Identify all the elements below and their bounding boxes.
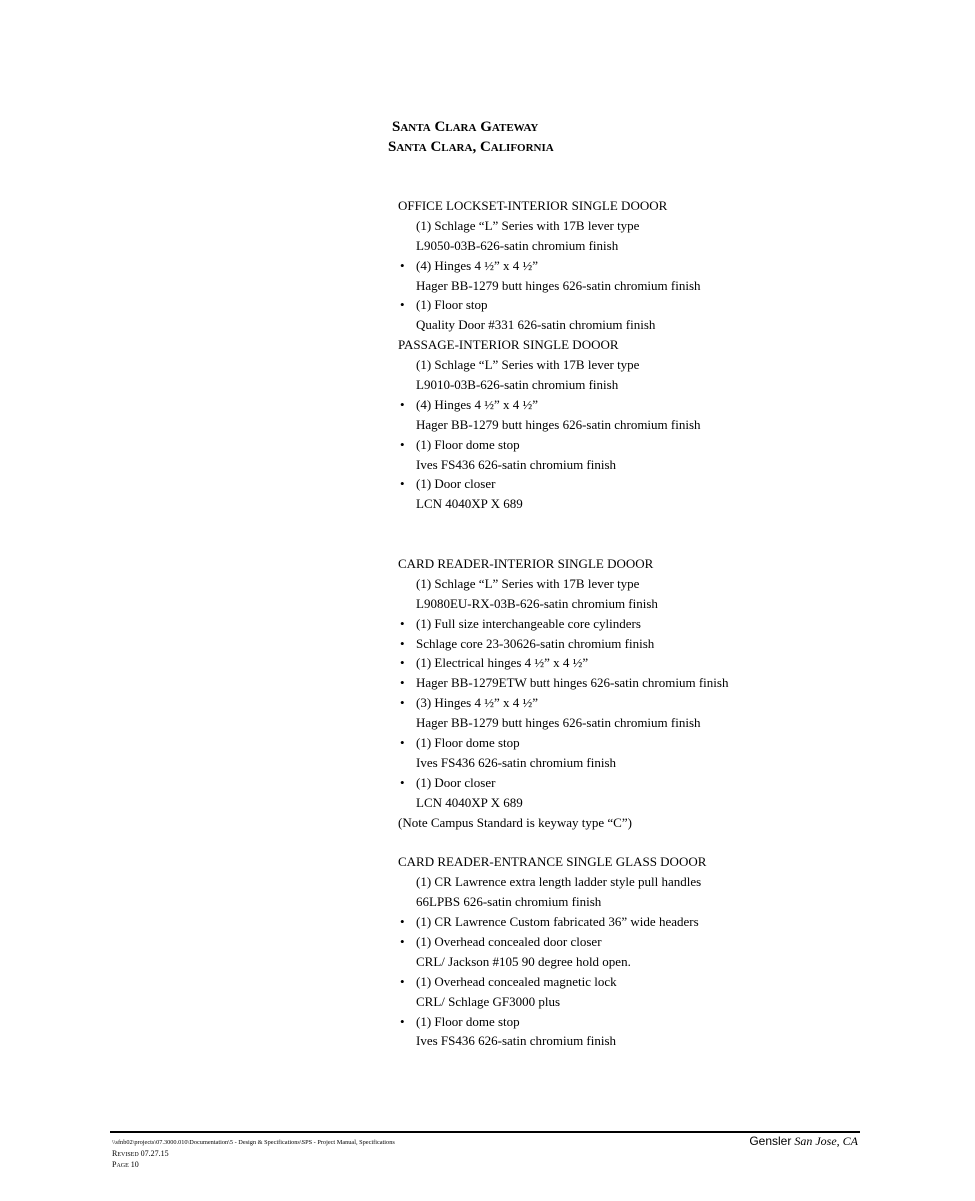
- bullet-icon: •: [400, 396, 405, 412]
- item-detail: [398, 1031, 958, 1051]
- item-text: (4) Hinges 4 ½” x 4 ½”: [416, 257, 539, 273]
- item-text: (1) CR Lawrence Custom fabricated 36” wide headers: [416, 914, 699, 930]
- bullet-item: [398, 435, 958, 455]
- item-text: 66LPBS 626-satin chromium finish: [416, 894, 602, 910]
- item-text: Hager BB-1279 butt hinges 626-satin chromium finish: [416, 277, 701, 293]
- item-text: CRL/ Schlage GF3000 plus: [416, 993, 561, 1009]
- bullet-item: [398, 634, 958, 654]
- item-text: Hager BB-1279 butt hinges 626-satin chromium finish: [416, 715, 701, 731]
- bullet-item: [398, 295, 958, 315]
- bullet-item: [398, 972, 958, 992]
- item-detail: [398, 594, 958, 614]
- section-note: (Note Campus Standard is keyway type “C”): [398, 814, 632, 830]
- item-text: (1) Floor dome stop: [416, 735, 520, 751]
- section-heading: PASSAGE-INTERIOR SINGLE DOOOR: [398, 337, 619, 353]
- bullet-item: [398, 673, 958, 693]
- item-text: (3) Hinges 4 ½” x 4 ½”: [416, 695, 539, 711]
- firm-location: San Jose, CA: [794, 1134, 858, 1148]
- item-text: L9010-03B-626-satin chromium finish: [416, 377, 619, 393]
- item-detail: [398, 574, 958, 594]
- item-detail: [398, 872, 958, 892]
- bullet-icon: •: [400, 675, 405, 691]
- item-detail: [398, 355, 958, 375]
- bullet-icon: •: [400, 933, 405, 949]
- item-text: (1) Door closer: [416, 476, 496, 492]
- footer-file-path: \\sfnb02\projects\07.3000.010\Documentation\5 - Design & Specifications\SPS - Project Manual, Specifications: [112, 1139, 395, 1146]
- item-text: (4) Hinges 4 ½” x 4 ½”: [416, 396, 539, 412]
- bullet-icon: •: [400, 1013, 405, 1029]
- bullet-icon: •: [400, 476, 405, 492]
- project-title: Santa Clara Gateway: [392, 119, 539, 135]
- section-spacer: [398, 514, 958, 534]
- section-spacer: [398, 534, 958, 554]
- bullet-icon: •: [400, 297, 405, 313]
- section-heading: CARD READER-INTERIOR SINGLE DOOOR: [398, 556, 654, 572]
- footer-revised: Revised 07.27.15: [112, 1149, 169, 1158]
- item-detail: [398, 494, 958, 514]
- item-detail: [398, 892, 958, 912]
- bullet-icon: •: [400, 436, 405, 452]
- item-text: (1) Schlage “L” Series with 17B lever type: [416, 357, 640, 373]
- bullet-icon: •: [400, 973, 405, 989]
- bullet-icon: •: [400, 635, 405, 651]
- item-text: (1) Floor dome stop: [416, 1013, 520, 1029]
- footer-info: [112, 1137, 395, 1170]
- item-text: (1) Full size interchangeable core cylinders: [416, 615, 641, 631]
- project-location: Santa Clara, California: [388, 139, 554, 155]
- bullet-item: [398, 733, 958, 753]
- bullet-icon: •: [400, 774, 405, 790]
- item-detail: [398, 992, 958, 1012]
- section-spacer: [398, 833, 958, 853]
- bullet-item: [398, 773, 958, 793]
- bullet-item: [398, 395, 958, 415]
- footer-divider: [110, 1131, 860, 1133]
- item-text: (1) Overhead concealed door closer: [416, 933, 602, 949]
- item-detail: [398, 793, 958, 813]
- bullet-icon: •: [400, 257, 405, 273]
- item-text: (1) Electrical hinges 4 ½” x 4 ½”: [416, 655, 589, 671]
- item-detail: [398, 753, 958, 773]
- hardware-schedule: [398, 196, 958, 1051]
- item-text: (1) Overhead concealed magnetic lock: [416, 973, 617, 989]
- bullet-icon: •: [400, 914, 405, 930]
- item-text: Hager BB-1279 butt hinges 626-satin chromium finish: [416, 416, 701, 432]
- bullet-item: [398, 614, 958, 634]
- bullet-icon: •: [400, 695, 405, 711]
- item-text: Ives FS436 626-satin chromium finish: [416, 456, 617, 472]
- item-text: (1) CR Lawrence extra length ladder style pull handles: [416, 874, 702, 890]
- item-text: (1) Schlage “L” Series with 17B lever type: [416, 575, 640, 591]
- item-detail: [398, 375, 958, 395]
- item-text: LCN 4040XP X 689: [416, 794, 523, 810]
- item-text: (1) Door closer: [416, 774, 496, 790]
- bullet-icon: •: [400, 655, 405, 671]
- item-detail: [398, 952, 958, 972]
- item-text: (1) Floor dome stop: [416, 436, 520, 452]
- bullet-item: [398, 932, 958, 952]
- section-heading: OFFICE LOCKSET-INTERIOR SINGLE DOOOR: [398, 198, 668, 213]
- item-text: LCN 4040XP X 689: [416, 496, 523, 512]
- item-text: (1) Floor stop: [416, 297, 488, 313]
- item-text: Schlage core 23-30626-satin chromium finish: [416, 635, 655, 651]
- section-heading: CARD READER-ENTRANCE SINGLE GLASS DOOOR: [398, 854, 707, 870]
- item-text: L9050-03B-626-satin chromium finish: [416, 237, 619, 253]
- bullet-item: [398, 256, 958, 276]
- firm-name: Gensler: [749, 1134, 792, 1148]
- item-text: Ives FS436 626-satin chromium finish: [416, 754, 617, 770]
- document-header: [388, 117, 554, 157]
- bullet-item: [398, 1012, 958, 1032]
- item-text: L9080EU-RX-03B-626-satin chromium finish: [416, 595, 658, 611]
- item-text: CRL/ Jackson #105 90 degree hold open.: [416, 953, 631, 969]
- bullet-icon: •: [400, 735, 405, 751]
- bullet-item: [398, 653, 958, 673]
- item-detail: [398, 315, 958, 335]
- item-text: Hager BB-1279ETW butt hinges 626-satin chromium finish: [416, 675, 729, 691]
- bullet-icon: •: [400, 615, 405, 631]
- bullet-item: [398, 474, 958, 494]
- item-detail: [398, 236, 958, 256]
- bullet-item: [398, 912, 958, 932]
- item-text: (1) Schlage “L” Series with 17B lever type: [416, 217, 640, 233]
- item-detail: [398, 216, 958, 236]
- item-detail: [398, 455, 958, 475]
- item-detail: [398, 415, 958, 435]
- footer-page-number: Page 10: [112, 1160, 139, 1169]
- item-detail: [398, 276, 958, 296]
- bullet-item: [398, 693, 958, 713]
- footer-firm: [749, 1134, 858, 1149]
- item-text: Quality Door #331 626-satin chromium finish: [416, 317, 656, 333]
- item-detail: [398, 713, 958, 733]
- item-text: Ives FS436 626-satin chromium finish: [416, 1033, 617, 1049]
